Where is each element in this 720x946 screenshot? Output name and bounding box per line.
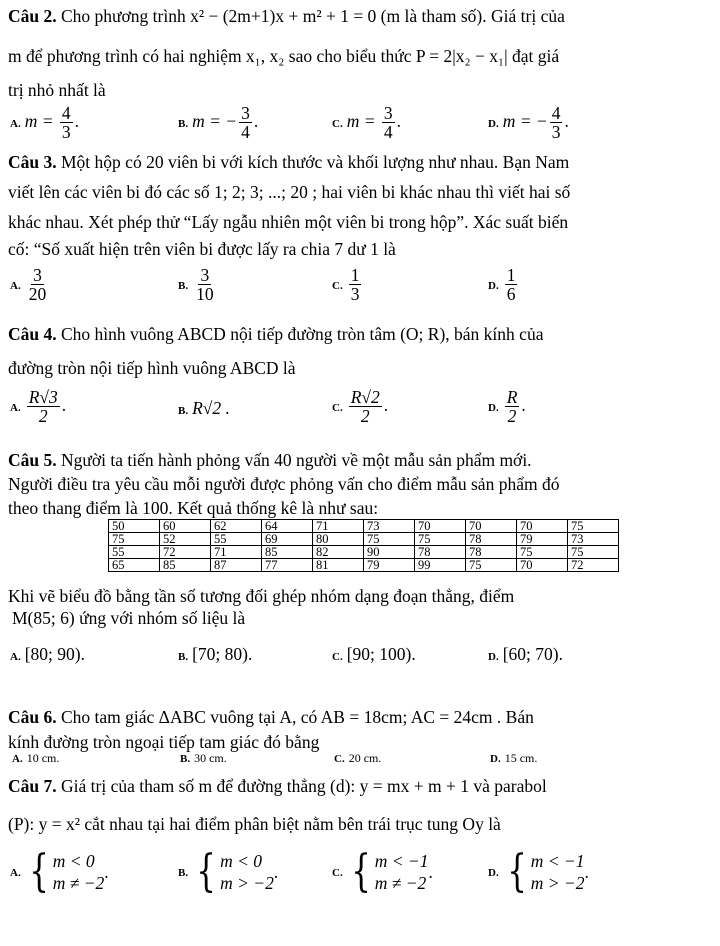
table-cell: 90 <box>364 546 415 559</box>
q4-option-d[interactable]: D. $\frac{R}{2}$ . <box>488 387 526 427</box>
q4-option-b[interactable]: B. R√2 . <box>178 398 230 418</box>
table-cell: 75 <box>109 533 160 546</box>
table-cell: 81 <box>313 559 364 572</box>
table-cell: 71 <box>313 520 364 533</box>
q4-line-1 <box>8 322 714 346</box>
table-cell: 79 <box>364 559 415 572</box>
q3-label: Câu 3. <box>8 152 57 172</box>
q6-label: Câu 6. <box>8 707 57 727</box>
q3-option-b[interactable]: B. $\frac{3}{10}$ <box>178 265 214 305</box>
q7-text-1: Giá trị của tham số m để đường thẳng (d): y = mx + m + 1 và parabol <box>61 776 547 796</box>
q2-option-d[interactable]: D. m = − $\frac{4}{3}$ . <box>488 103 569 143</box>
table-cell: 69 <box>262 533 313 546</box>
q5-label: Câu 5. <box>8 450 57 470</box>
table-cell: 75 <box>466 559 517 572</box>
table-cell: 78 <box>466 533 517 546</box>
table-cell: 70 <box>517 559 568 572</box>
table-cell: 72 <box>568 559 619 572</box>
q5-line-3: theo thang điểm là 100. Kết quả thống kê là như sau: <box>8 498 379 518</box>
table-cell: 82 <box>313 546 364 559</box>
table-cell: 79 <box>517 533 568 546</box>
q6-line-2: kính đường tròn ngoại tiếp tam giác đó bằng <box>8 732 320 752</box>
table-cell: 64 <box>262 520 313 533</box>
q5-line-2: Người điều tra yêu cầu mỗi người được phỏng vấn cho điểm mẫu sản phẩm đó <box>8 474 560 494</box>
q2-option-a-letter: A. <box>10 117 21 130</box>
q6-option-d[interactable]: D. 15 cm. <box>490 751 538 765</box>
q4-text-1: Cho hình vuông ABCD nội tiếp đường tròn tâm (O; R), bán kính của <box>61 324 544 344</box>
table-cell: 52 <box>160 533 211 546</box>
q2-option-b[interactable]: B. m = − $\frac{3}{4}$ . <box>178 103 259 143</box>
table-cell: 70 <box>415 520 466 533</box>
table-cell: 87 <box>211 559 262 572</box>
q5-option-a[interactable]: A. [80; 90). <box>10 644 85 664</box>
table-cell: 75 <box>364 533 415 546</box>
q3-option-c[interactable]: C. $\frac{1}{3}$ <box>332 265 360 305</box>
table-cell: 70 <box>517 520 568 533</box>
q3-line-1 <box>8 150 714 174</box>
table-cell: 60 <box>160 520 211 533</box>
table-cell: 73 <box>568 533 619 546</box>
q3-line-4: cố: “Số xuất hiện trên viên bi được lấy ra chia 7 dư 1 là <box>8 239 396 259</box>
q2-option-b-letter: B. <box>178 117 189 130</box>
q2-option-a[interactable]: A. m = $\frac{4}{3}$ . <box>10 103 80 143</box>
table-cell: 85 <box>262 546 313 559</box>
q7-option-a[interactable]: A. { m < 0 m ≠ −2 . <box>10 846 109 897</box>
q3-option-a[interactable]: A. $\frac{3}{20}$ <box>10 265 47 305</box>
q6-option-b[interactable]: B. 30 cm. <box>180 751 227 765</box>
q6-line-1 <box>8 705 714 729</box>
table-cell: 65 <box>109 559 160 572</box>
q3-text-1: Một hộp có 20 viên bi với kích thước và khối lượng như nhau. Bạn Nam <box>61 152 570 172</box>
q2-option-d-letter: D. <box>488 117 499 130</box>
table-cell: 71 <box>211 546 262 559</box>
table-row <box>109 546 619 559</box>
table-cell: 55 <box>109 546 160 559</box>
q4-line-2: đường tròn nội tiếp hình vuông ABCD là <box>8 358 296 378</box>
q5-option-b[interactable]: B. [70; 80). <box>178 644 253 664</box>
score-table <box>108 519 619 572</box>
q5-text-1: Người ta tiến hành phỏng vấn 40 người về một mẫu sản phẩm mới. <box>61 450 532 470</box>
q3-option-d[interactable]: D. $\frac{1}{6}$ <box>488 265 516 305</box>
q4-label: Câu 4. <box>8 324 57 344</box>
q2-line-3: trị nhỏ nhất là <box>8 80 106 100</box>
table-cell: 55 <box>211 533 262 546</box>
q7-option-c[interactable]: C. { m < −1 m ≠ −2 . <box>332 846 433 897</box>
table-cell: 78 <box>466 546 517 559</box>
q2-label: Câu 2. <box>8 6 57 26</box>
table-row <box>109 520 619 533</box>
q6-option-a[interactable]: A. 10 cm. <box>12 751 60 765</box>
q2-option-c-letter: C. <box>332 117 343 130</box>
q3-line-2: viết lên các viên bi đó các số 1; 2; 3; ...; 20 ; hai viên bi khác nhau thì viết hai số <box>8 182 571 202</box>
q7-line-1 <box>8 774 714 798</box>
table-row <box>109 533 619 546</box>
q2-line-1 <box>8 4 714 28</box>
table-cell: 75 <box>568 546 619 559</box>
q5-line-4: Khi vẽ biểu đồ bằng tần số tương đối ghép nhóm dạng đoạn thẳng, điểm <box>8 586 515 606</box>
q4-option-c[interactable]: C. $\frac{R√2}{2}$ . <box>332 387 389 427</box>
q2-line-2: m để phương trình có hai nghiệm x₁, x₂ sao cho biểu thức P = 2|x₂ − x₁| đạt giá <box>8 46 560 66</box>
q6-option-c[interactable]: C. 20 cm. <box>334 751 382 765</box>
table-cell: 75 <box>568 520 619 533</box>
q5-line-1 <box>8 448 714 472</box>
q7-option-b[interactable]: B. { m < 0 m > −2 . <box>178 846 279 897</box>
table-cell: 75 <box>517 546 568 559</box>
q5-option-d[interactable]: D. [60; 70). <box>488 644 563 664</box>
table-cell: 80 <box>313 533 364 546</box>
q4-option-a[interactable]: A. $\frac{R√3}{2}$ . <box>10 387 67 427</box>
q5-line-5: M(85; 6) ứng với nhóm số liệu là <box>12 608 246 628</box>
table-cell: 78 <box>415 546 466 559</box>
q5-option-c[interactable]: C. [90; 100). <box>332 644 416 664</box>
table-cell: 70 <box>466 520 517 533</box>
table-cell: 72 <box>160 546 211 559</box>
table-cell: 50 <box>109 520 160 533</box>
table-cell: 77 <box>262 559 313 572</box>
table-row <box>109 559 619 572</box>
q3-line-3: khác nhau. Xét phép thử “Lấy ngẫu nhiên một viên bi trong hộp”. Xác suất biến <box>8 212 569 232</box>
table-cell: 85 <box>160 559 211 572</box>
table-cell: 73 <box>364 520 415 533</box>
q2-text-1: Cho phương trình x² − (2m+1)x + m² + 1 = 0 (m là tham số). Giá trị của <box>61 6 565 26</box>
table-cell: 99 <box>415 559 466 572</box>
q2-option-c[interactable]: C. m = $\frac{3}{4}$ . <box>332 103 402 143</box>
table-cell: 62 <box>211 520 262 533</box>
q6-text-1: Cho tam giác ΔABC vuông tại A, có AB = 18cm; AC = 24cm . Bán <box>61 707 534 727</box>
q7-label: Câu 7. <box>8 776 57 796</box>
q7-option-d[interactable]: D. { m < −1 m > −2 . <box>488 846 589 897</box>
q7-line-2: (P): y = x² cắt nhau tại hai điểm phân biệt nằm bên trái trục tung Oy là <box>8 814 501 834</box>
table-cell: 75 <box>415 533 466 546</box>
